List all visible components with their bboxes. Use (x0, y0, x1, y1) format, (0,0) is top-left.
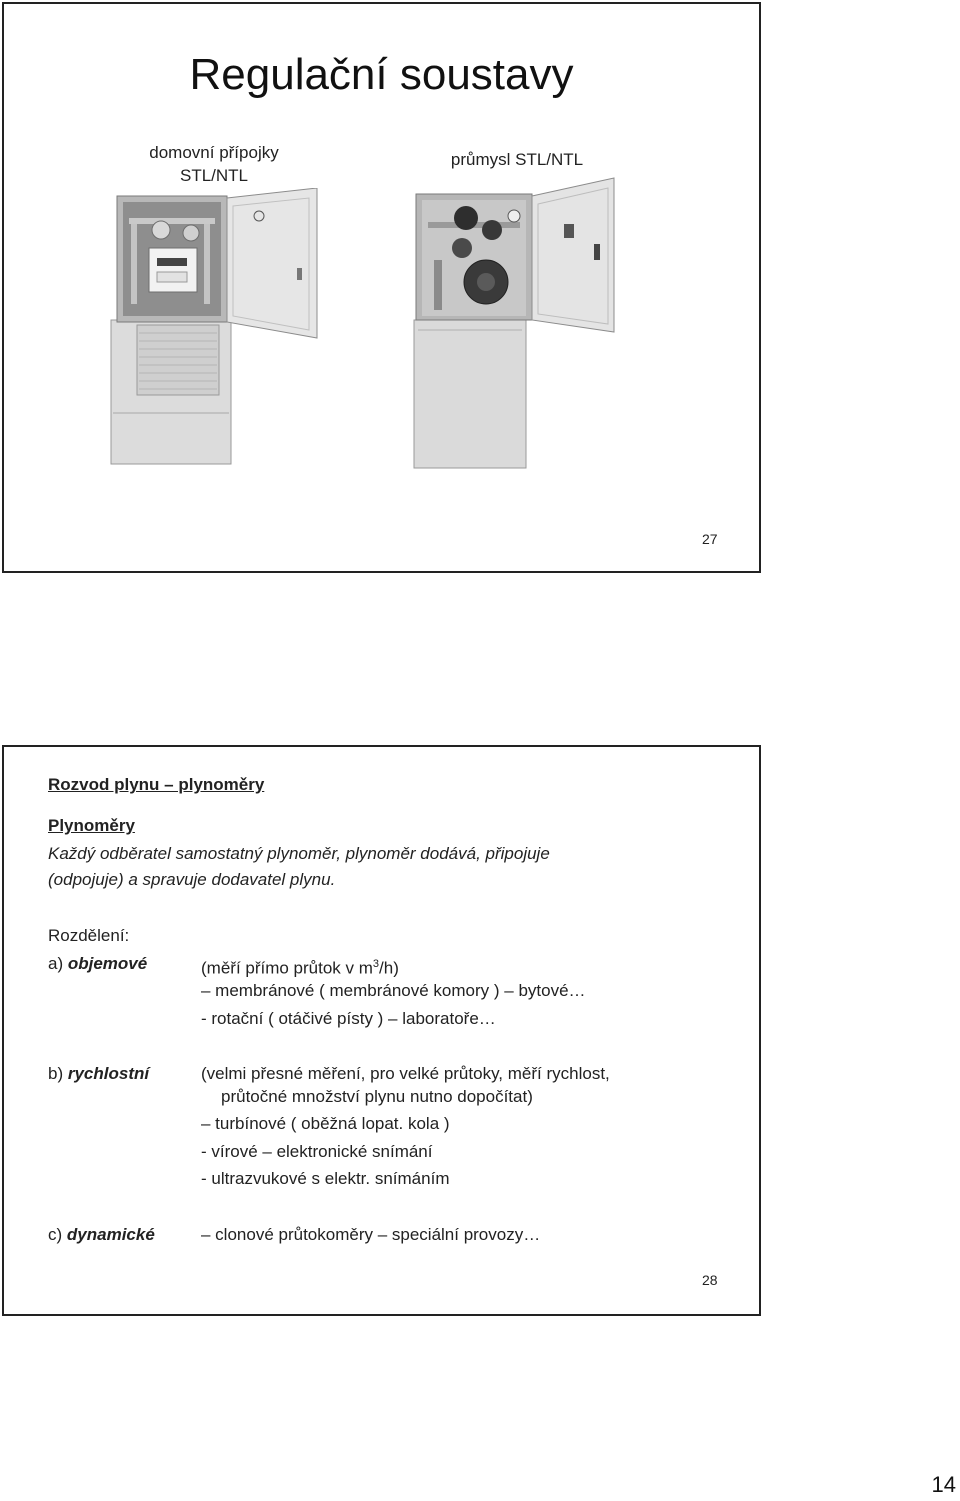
item-c-term: dynamické (66, 1225, 155, 1244)
slide-27 (2, 2, 761, 573)
item-b-label (48, 1063, 149, 1085)
caption-industry: průmysl STL/NTL (450, 150, 584, 169)
slide-28 (2, 745, 761, 1316)
item-a-label (48, 953, 147, 975)
page-number-28: 28 (702, 1272, 718, 1288)
caption-domestic (134, 141, 294, 187)
intro-line-2: (odpojuje) a spravuje dodavatel plynu. (48, 870, 336, 889)
subsection-heading: Plynoměry (48, 816, 135, 835)
item-a-sub-2: - rotační ( otáčivé písty ) – laboratoře… (201, 1009, 496, 1028)
page-number-27: 27 (702, 531, 718, 547)
item-c-description: – clonové průtokoměry – speciální provozy… (201, 1225, 541, 1244)
item-a-description (201, 953, 399, 980)
item-c-prefix: c) (48, 1225, 63, 1244)
item-a-term: objemové (67, 954, 148, 973)
item-b-sub-3: - ultrazvukové s elektr. snímáním (201, 1169, 450, 1188)
section-heading: Rozvod plynu – plynoměry (48, 775, 265, 794)
caption-domestic-line1: domovní přípojky (149, 143, 279, 162)
item-b-description-2: průtočné množství plynu nutno dopočítat) (221, 1087, 533, 1106)
item-b-term: rychlostní (67, 1064, 150, 1083)
intro-line-1: Každý odběratel samostatný plynoměr, plynoměr dodává, připojuje (48, 844, 550, 863)
item-b-prefix: b) (48, 1064, 64, 1083)
industrial-cabinet-photo (404, 170, 622, 470)
item-c-label (48, 1224, 155, 1246)
slide-title: Regulační soustavy (189, 50, 574, 99)
item-a-sub-1: – membránové ( membránové komory ) – bytové… (201, 981, 586, 1000)
item-a-desc-pre: (měří přímo průtok v m (201, 958, 373, 978)
item-a-desc-sup: 3 (372, 958, 380, 970)
item-b-description-1: (velmi přesné měření, pro velké průtoky, měří rychlost, (201, 1064, 610, 1083)
domestic-cabinet-photo (109, 188, 321, 466)
item-a-desc-post: /h) (379, 958, 399, 978)
item-b-sub-1: – turbínové ( oběžná lopat. kola ) (201, 1114, 450, 1133)
item-a-prefix: a) (48, 954, 64, 973)
sheet-page-number: 14 (931, 1472, 956, 1497)
caption-domestic-line2: STL/NTL (179, 166, 249, 185)
division-label: Rozdělení: (48, 926, 130, 945)
item-b-sub-2: - vírové – elektronické snímání (201, 1142, 433, 1161)
